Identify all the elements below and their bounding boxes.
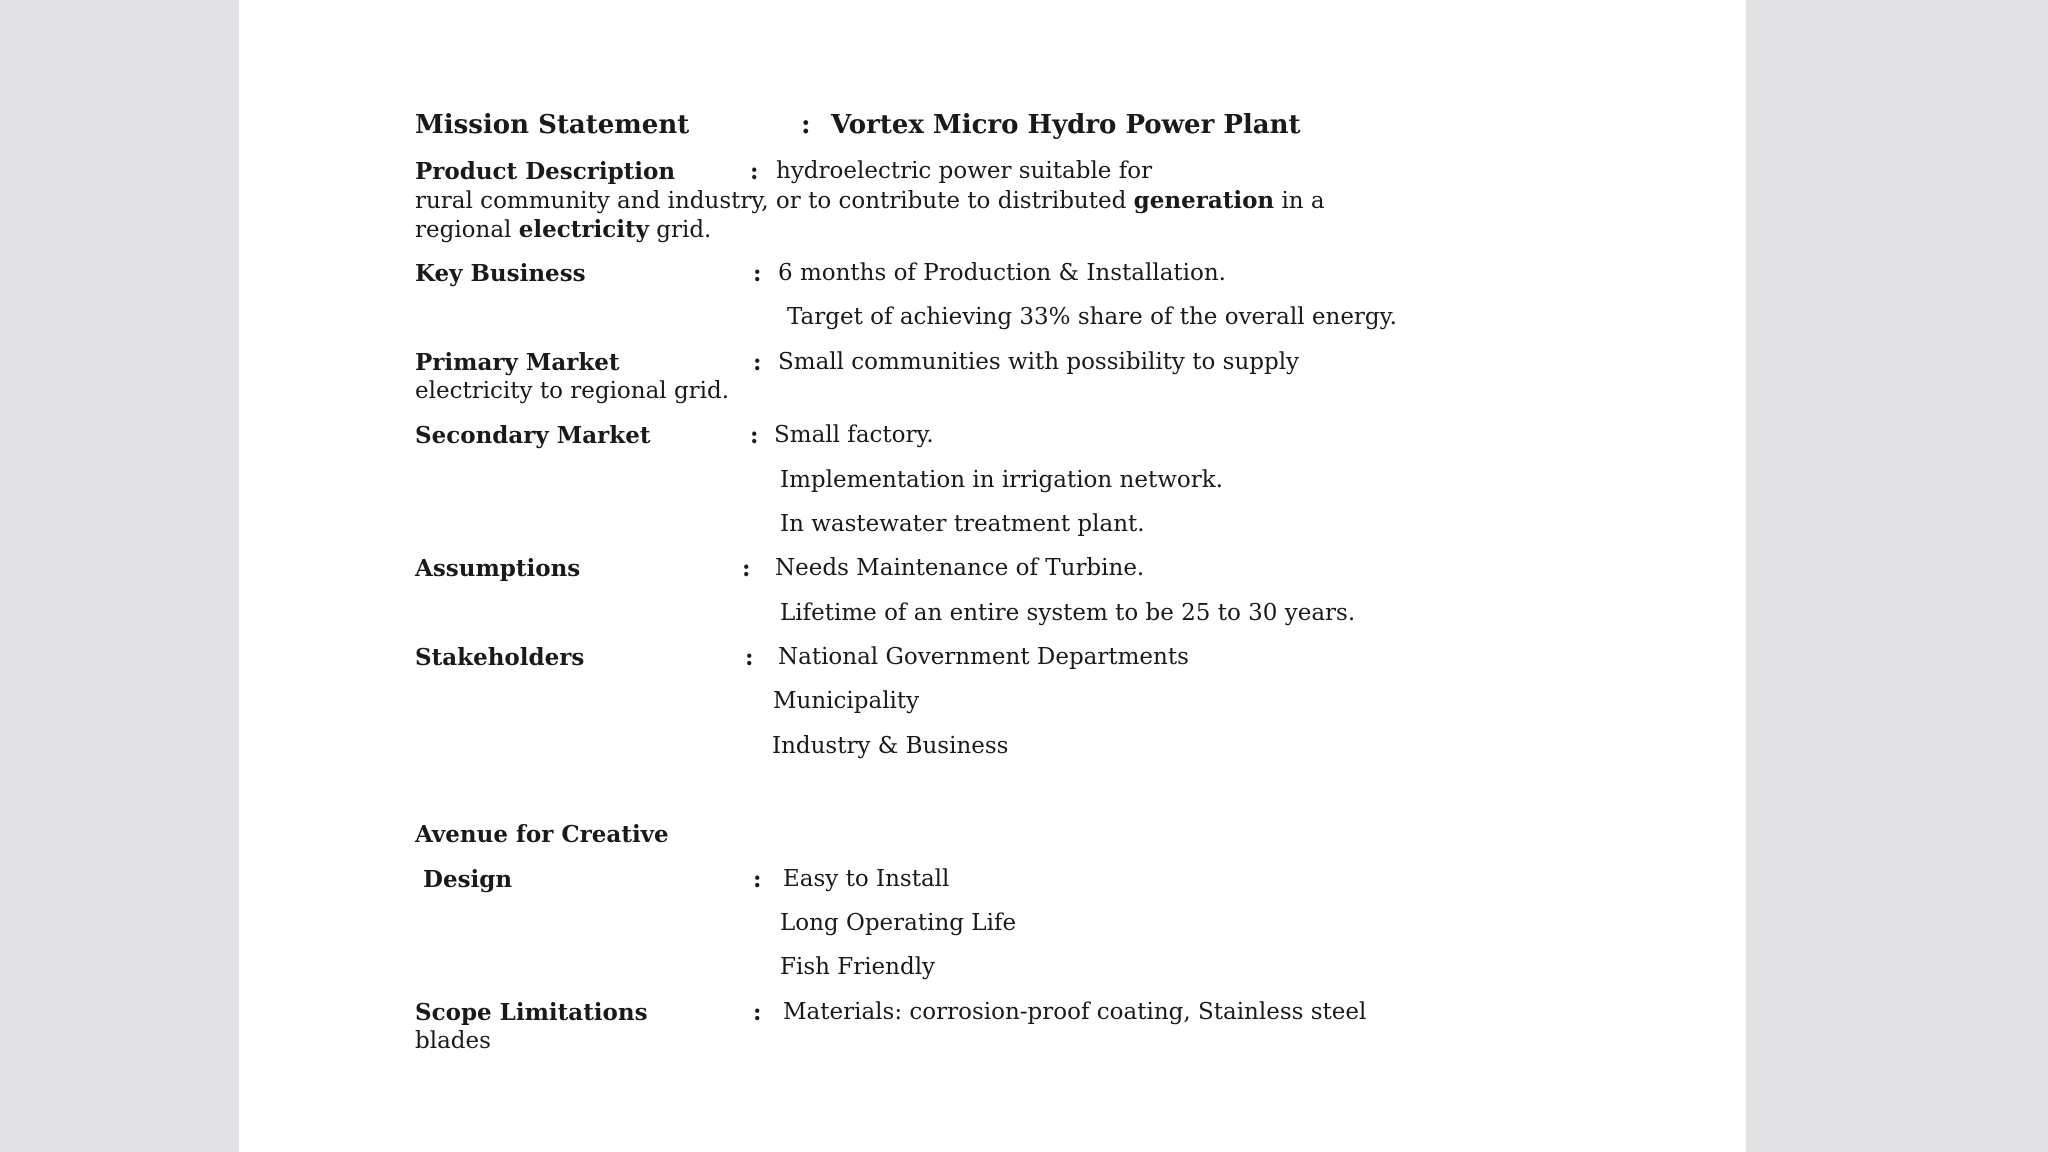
product-description-line1: hydroelectric power suitable for (776, 158, 1153, 184)
primary-market-line1: Small communities with possibility to supply (778, 349, 1300, 375)
assumptions-item: Needs Maintenance of Turbine. (775, 555, 1145, 581)
secondary-market-item: Small factory. (774, 422, 934, 448)
product-description-line2 (415, 186, 1325, 216)
product-description-line3-bold: electricity (518, 216, 649, 243)
product-description-line3-a: regional (415, 217, 519, 243)
scope-limitations-label: Scope Limitations (415, 999, 648, 1026)
stakeholders-item: Municipality (773, 688, 920, 714)
product-description-line3 (415, 215, 711, 245)
assumptions-label: Assumptions (415, 555, 581, 582)
stakeholders-colon: : (745, 644, 754, 671)
secondary-market-item: Implementation in irrigation network. (780, 467, 1223, 493)
design-item: Easy to Install (783, 866, 950, 892)
product-description-line3-b: grid. (648, 217, 712, 243)
product-description-line2-a: rural community and industry, or to contribute to distributed (415, 188, 1134, 214)
key-business-label: Key Business (415, 260, 586, 287)
mission-label: Mission Statement (415, 110, 690, 140)
key-business-colon: : (753, 260, 762, 287)
key-business-item: Target of achieving 33% share of the overall energy. (787, 304, 1397, 330)
secondary-market-label: Secondary Market (415, 422, 651, 449)
product-description-colon: : (750, 158, 759, 185)
secondary-market-colon: : (750, 422, 759, 449)
scope-limitations-line2: blades (415, 1028, 491, 1054)
assumptions-item: Lifetime of an entire system to be 25 to 30 years. (780, 600, 1356, 626)
stakeholders-item: Industry & Business (772, 733, 1009, 759)
document-page (239, 0, 1746, 1152)
assumptions-colon: : (742, 555, 751, 582)
key-business-item: 6 months of Production & Installation. (778, 260, 1226, 286)
product-description-line2-bold: generation (1133, 187, 1275, 214)
stakeholders-label: Stakeholders (415, 644, 585, 671)
secondary-market-item: In wastewater treatment plant. (780, 511, 1145, 537)
primary-market-label: Primary Market (415, 349, 620, 376)
design-item: Fish Friendly (780, 954, 936, 980)
primary-market-colon: : (753, 349, 762, 376)
product-description-label: Product Description (415, 158, 676, 185)
scope-limitations-line1: Materials: corrosion-proof coating, Stainless steel (783, 999, 1367, 1025)
avenue-label: Avenue for Creative (415, 821, 669, 848)
scope-limitations-colon: : (753, 999, 762, 1026)
design-label: Design (423, 866, 513, 893)
design-item: Long Operating Life (780, 910, 1017, 936)
mission-value: Vortex Micro Hydro Power Plant (831, 110, 1301, 140)
mission-colon: : (801, 110, 811, 140)
primary-market-line2: electricity to regional grid. (415, 378, 730, 404)
stakeholders-item: National Government Departments (778, 644, 1189, 670)
product-description-line2-b: in a (1274, 188, 1325, 214)
design-colon: : (753, 866, 762, 893)
